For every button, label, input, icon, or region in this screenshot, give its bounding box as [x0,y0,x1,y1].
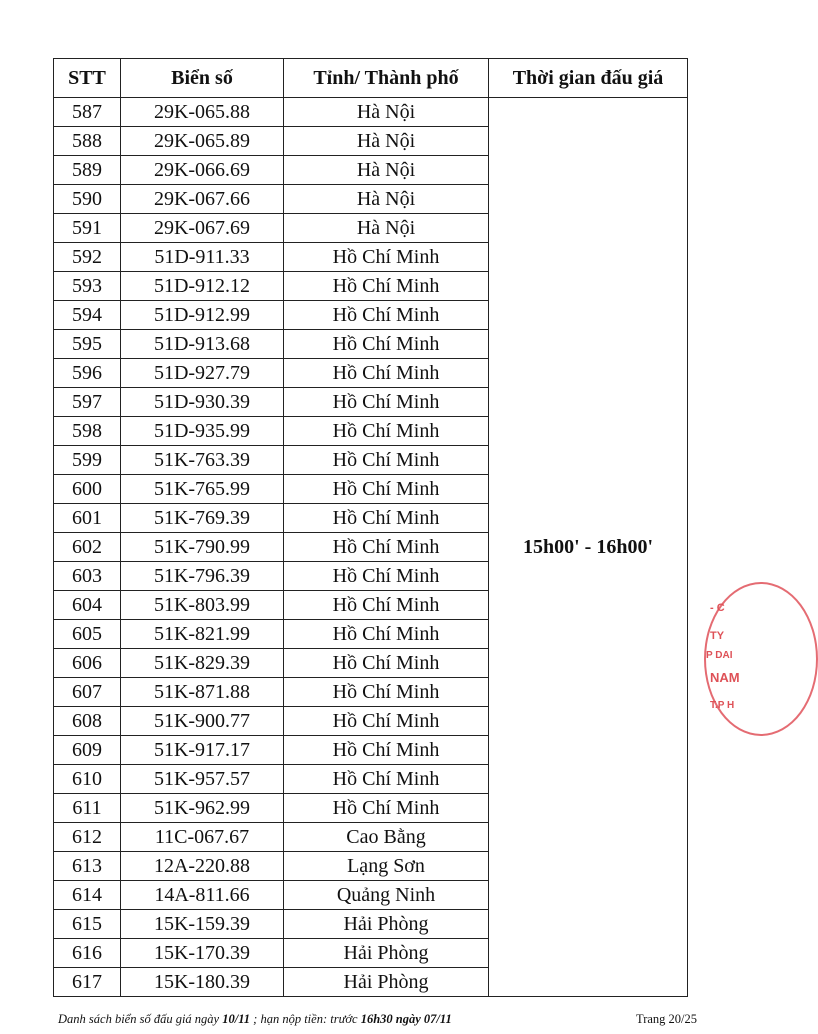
city-cell: Hà Nội [284,127,489,156]
footer-auction-date: 10/11 [222,1012,251,1026]
plate-cell: 29K-067.66 [121,185,284,214]
plate-cell: 12A-220.88 [121,852,284,881]
city-cell: Hồ Chí Minh [284,330,489,359]
footer-note [58,1012,452,1027]
city-cell: Quảng Ninh [284,881,489,910]
footer-deadline: 16h30 ngày 07/11 [360,1012,452,1026]
city-cell: Cao Bằng [284,823,489,852]
stt-cell: 607 [54,678,121,707]
stt-cell: 593 [54,272,121,301]
stt-cell: 599 [54,446,121,475]
stt-cell: 611 [54,794,121,823]
plate-cell: 51K-769.39 [121,504,284,533]
plate-cell: 51D-913.68 [121,330,284,359]
city-cell: Hồ Chí Minh [284,678,489,707]
plate-cell: 51K-765.99 [121,475,284,504]
stt-cell: 606 [54,649,121,678]
plate-cell: 51K-796.39 [121,562,284,591]
plate-cell: 51D-912.99 [121,301,284,330]
city-cell: Hồ Chí Minh [284,794,489,823]
city-cell: Hà Nội [284,156,489,185]
plate-cell: 51D-927.79 [121,359,284,388]
city-cell: Hồ Chí Minh [284,243,489,272]
plate-cell: 51K-871.88 [121,678,284,707]
city-cell: Hồ Chí Minh [284,388,489,417]
city-cell: Hồ Chí Minh [284,533,489,562]
plate-cell: 11C-067.67 [121,823,284,852]
plate-cell: 29K-066.69 [121,156,284,185]
page-number: Trang 20/25 [636,1012,698,1026]
stt-cell: 588 [54,127,121,156]
city-cell: Hồ Chí Minh [284,591,489,620]
plate-cell: 15K-170.39 [121,939,284,968]
time-slot-cell: 15h00' - 16h00' [489,98,688,997]
stt-cell: 604 [54,591,121,620]
stt-cell: 609 [54,736,121,765]
stt-cell: 603 [54,562,121,591]
city-cell: Hồ Chí Minh [284,649,489,678]
stt-cell: 605 [54,620,121,649]
city-cell: Hồ Chí Minh [284,417,489,446]
plates-table [53,58,688,997]
stt-cell: 608 [54,707,121,736]
plate-cell: 51K-790.99 [121,533,284,562]
stt-cell: 601 [54,504,121,533]
header-city: Tỉnh/ Thành phố [284,59,489,98]
city-cell: Hải Phòng [284,910,489,939]
city-cell: Hồ Chí Minh [284,359,489,388]
city-cell: Hồ Chí Minh [284,707,489,736]
plate-cell: 51K-900.77 [121,707,284,736]
header-stt: STT [54,59,121,98]
city-cell: Hà Nội [284,214,489,243]
city-cell: Hà Nội [284,185,489,214]
stt-cell: 598 [54,417,121,446]
city-cell: Hồ Chí Minh [284,765,489,794]
plate-cell: 29K-065.88 [121,98,284,127]
stt-cell: 615 [54,910,121,939]
seal-text-5: T.P H [710,700,735,711]
header-plate: Biển số [121,59,284,98]
plate-cell: 29K-065.89 [121,127,284,156]
table-row [54,98,688,127]
city-cell: Lạng Sơn [284,852,489,881]
footer-prefix: Danh sách biển số đấu giá ngày [58,1012,223,1026]
stt-cell: 614 [54,881,121,910]
plate-cell: 51K-803.99 [121,591,284,620]
seal-text-4: NAM [710,670,740,685]
stt-cell: 590 [54,185,121,214]
city-cell: Hà Nội [284,98,489,127]
stt-cell: 612 [54,823,121,852]
city-cell: Hồ Chí Minh [284,504,489,533]
plate-cell: 51K-821.99 [121,620,284,649]
stt-cell: 613 [54,852,121,881]
plate-cell: 15K-180.39 [121,968,284,997]
city-cell: Hồ Chí Minh [284,620,489,649]
plate-cell: 51K-917.17 [121,736,284,765]
stt-cell: 589 [54,156,121,185]
seal-text-2: TY [710,630,725,642]
stt-cell: 594 [54,301,121,330]
plate-cell: 51D-930.39 [121,388,284,417]
plate-cell: 51D-911.33 [121,243,284,272]
city-cell: Hồ Chí Minh [284,301,489,330]
header-time: Thời gian đấu giá [489,59,688,98]
company-seal [698,582,758,732]
stt-cell: 595 [54,330,121,359]
city-cell: Hải Phòng [284,968,489,997]
stt-cell: 587 [54,98,121,127]
footer-middle: ; hạn nộp tiền: trước [250,1012,361,1026]
city-cell: Hồ Chí Minh [284,475,489,504]
plate-cell: 51K-763.39 [121,446,284,475]
plate-cell: 29K-067.69 [121,214,284,243]
city-cell: Hồ Chí Minh [284,272,489,301]
plate-cell: 51K-829.39 [121,649,284,678]
stt-cell: 596 [54,359,121,388]
plate-cell: 15K-159.39 [121,910,284,939]
stt-cell: 600 [54,475,121,504]
city-cell: Hải Phòng [284,939,489,968]
stt-cell: 610 [54,765,121,794]
city-cell: Hồ Chí Minh [284,562,489,591]
stt-cell: 602 [54,533,121,562]
stt-cell: 597 [54,388,121,417]
plate-cell: 14A-811.66 [121,881,284,910]
plate-cell: 51K-957.57 [121,765,284,794]
header-row [54,59,688,98]
plate-cell: 51D-912.12 [121,272,284,301]
stt-cell: 616 [54,939,121,968]
plate-cell: 51K-962.99 [121,794,284,823]
stt-cell: 592 [54,243,121,272]
plate-cell: 51D-935.99 [121,417,284,446]
stt-cell: 591 [54,214,121,243]
stt-cell: 617 [54,968,121,997]
city-cell: Hồ Chí Minh [284,446,489,475]
seal-text-1: - C [710,602,725,614]
seal-text-3: P DAI [706,650,733,661]
city-cell: Hồ Chí Minh [284,736,489,765]
